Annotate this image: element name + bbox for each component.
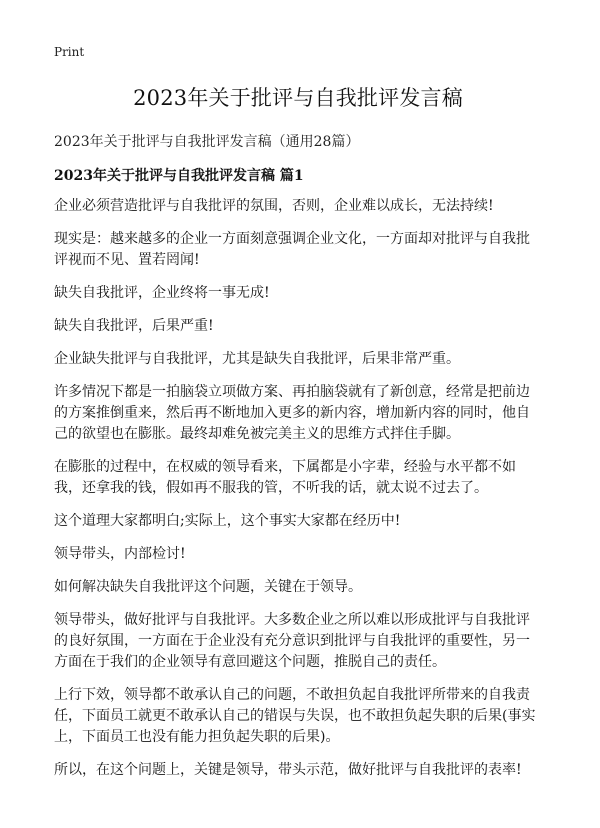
paragraph-10: 如何解决缺失自我批评这个问题，关键在于领导。 — [54, 579, 362, 595]
paragraph-2: 现实是：越来越多的企业一方面刻意强调企业文化，一方面却对批评与自我批评视而不见、置若罔闻! — [54, 231, 530, 268]
document-title: 2023年关于批评与自我批评发言稿 — [133, 86, 463, 110]
paragraph-11: 领导带头，做好批评与自我批评。大多数企业之所以难以形成批评与自我批评的良好氛围，一方面在于企业没有充分意识到批评与自我批评的重要性，另一方面在于我们的企业领导有意回避这个问题，推脱自己的责任。 — [54, 612, 530, 670]
print-label: Print — [54, 45, 85, 59]
document-body — [54, 196, 542, 781]
paragraph-13: 所以，在这个问题上，关键是领导，带头示范，做好批评与自我批评的表率! — [54, 762, 522, 778]
paragraph-7: 在膨胀的过程中，在权威的领导看来，下属都是小字辈，经验与水平都不如我，还拿我的钱，假如再不服我的管，不听我的话，就太说不过去了。 — [54, 459, 516, 496]
paragraph-4: 缺失自我批评，后果严重! — [54, 318, 214, 334]
paragraph-6: 许多情况下都是一拍脑袋立项做方案、再拍脑袋就有了新创意，经常是把前边的方案推倒重来，然后再不断地加入更多的新内容，增加新内容的同时，他自己的欲望也在膨胀。最终却难免被完美主义的思维方式拌住手脚。 — [54, 384, 530, 442]
paragraph-9: 领导带头，内部检讨! — [54, 546, 186, 562]
paragraph-1: 企业必须营造批评与自我批评的氛围，否则，企业难以成长，无法持续! — [54, 198, 494, 214]
section-heading: 2023年关于批评与自我批评发言稿 篇1 — [54, 168, 304, 184]
paragraph-12: 上行下效，领导都不敢承认自己的问题，不敢担负起自我批评所带来的自我责任，下面员工就更不敢承认自己的错误与失误，也不敢担负起失职的后果(事实上，下面员工也没有能力担负起失职的后果)。 — [54, 687, 536, 745]
paragraph-8: 这个道理大家都明白;实际上，这个事实大家都在经历中! — [54, 513, 401, 529]
paragraph-3: 缺失自我批评，企业终将一事无成! — [54, 285, 270, 301]
paragraph-5: 企业缺失批评与自我批评，尤其是缺失自我批评，后果非常严重。 — [54, 351, 460, 367]
document-subtitle: 2023年关于批评与自我批评发言稿（通用28篇） — [54, 134, 360, 150]
